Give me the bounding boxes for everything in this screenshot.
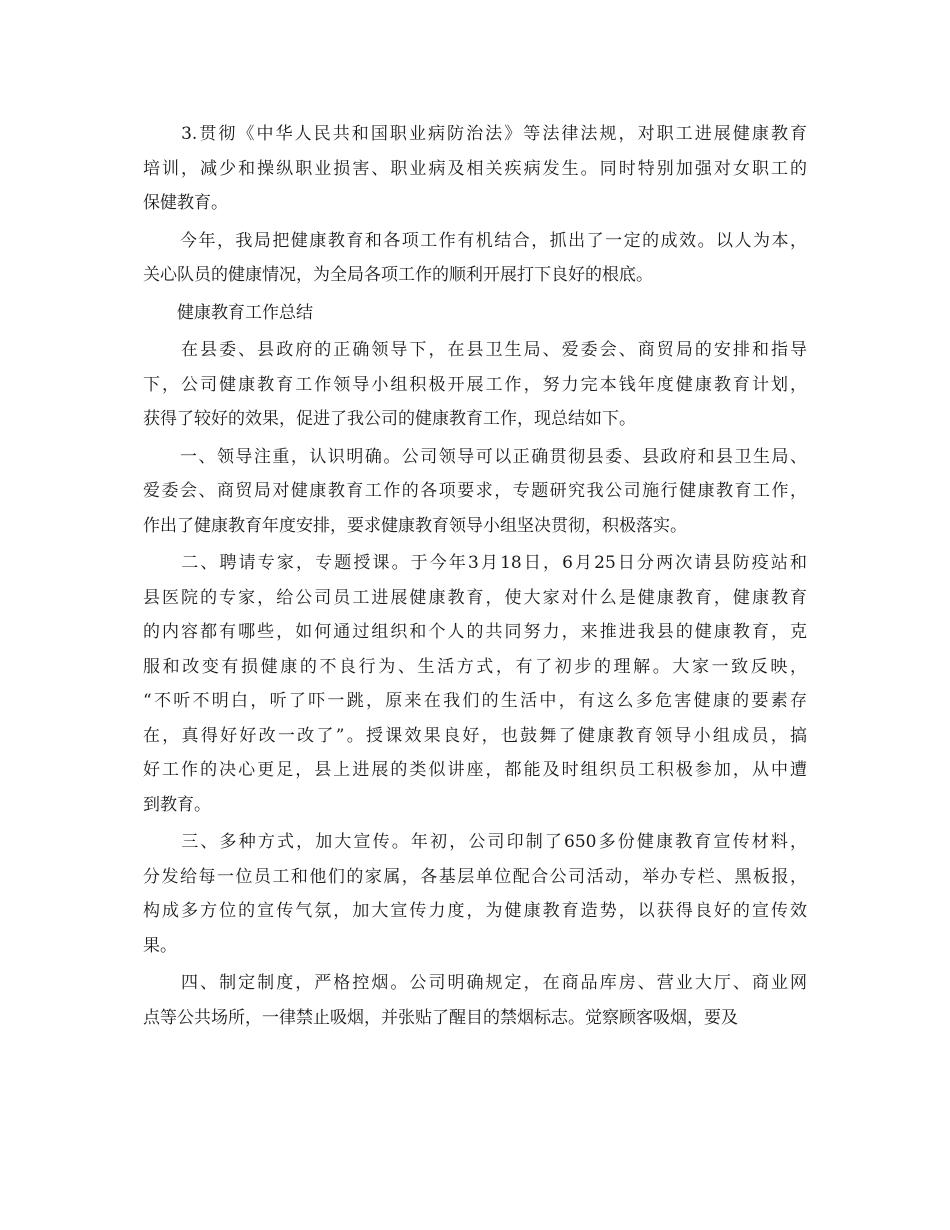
- text-line: “不听不明白，听了吓一跳，原来在我们的生活中，有这么多危害健康的要素存: [143, 691, 807, 711]
- text-line: 培训，减少和操纵职业损害、职业病及相关疾病发生。同时特别加强对女职工的: [143, 158, 807, 179]
- text-line: 下，公司健康教育工作领导小组积极开展工作，努力完本钱年度健康教育计划，: [143, 374, 807, 395]
- text-line: 保健教育。: [143, 193, 228, 213]
- document-body: [143, 117, 807, 1036]
- para-two: [143, 546, 807, 822]
- text-line: 一、领导注重，认识明确。公司领导可以正确贯彻县委、县政府和县卫生局、: [143, 446, 807, 467]
- text-line: 的内容都有哪些，如何通过组织和个人的共同努力，来推进我县的健康教育，克: [143, 622, 807, 642]
- text-line: 三、多种方式，加大宣传。年初，公司印制了650多份健康教育宣传材料，: [143, 832, 807, 852]
- text-line: 到教育。: [143, 794, 211, 815]
- text-line: 获得了较好的效果，促进了我公司的健康教育工作，现总结如下。: [143, 409, 636, 429]
- section-title: [143, 296, 807, 331]
- para-intro: [143, 333, 807, 437]
- text-line: 果。: [143, 935, 177, 956]
- text-line: 分发给每一位员工和他们的家属，各基层单位配合公司活动，举办专栏、黑板报，: [143, 866, 807, 887]
- text-line: 关心队员的健康情况，为全局各项工作的顺利开展打下良好的根底。: [143, 265, 653, 285]
- text-line: 构成多方位的宣传气氛，加大宣传力度，为健康教育造势，以获得良好的宣传效: [143, 901, 807, 921]
- text-line: 在，真得好好改一改了”。授课效果良好，也鼓舞了健康教育领导小组成员，搞: [143, 725, 807, 746]
- text-line: 作出了健康教育年度安排，要求健康教育领导小组坚决贯彻，积极落实。: [143, 515, 687, 536]
- text-line: 今年，我局把健康教育和各项工作有机结合，抓出了一定的成效。以人为本，: [143, 230, 807, 251]
- para-three: [143, 825, 807, 963]
- text-line: 爱委会、商贸局对健康教育工作的各项要求，专题研究我公司施行健康教育工作，: [143, 481, 807, 501]
- text-line: 3.贯彻《中华人民共和国职业病防治法》等法律法规，对职工进展健康教育: [143, 124, 807, 144]
- text-line: 县医院的专家，给公司员工进展健康教育，使大家对什么是健康教育，健康教育: [143, 587, 807, 608]
- text-line: 健康教育工作总结: [143, 302, 313, 323]
- text-line: 四、制定制度，严格控烟。公司明确规定，在商品库房、营业大厅、商业网: [143, 973, 807, 993]
- text-line: 二、聘请专家，专题授课。于今年3月18日，6月25日分两次请县防疫站和: [143, 553, 807, 573]
- para-item-3: [143, 117, 807, 221]
- text-line: 服和改变有损健康的不良行为、生活方式，有了初步的理解。大家一致反映，: [143, 656, 807, 677]
- para-four: [143, 966, 807, 1035]
- text-line: 在县委、县政府的正确领导下，在县卫生局、爱委会、商贸局的安排和指导: [143, 340, 807, 360]
- text-line: 点等公共场所，一律禁止吸烟，并张贴了醒目的禁烟标志。觉察顾客吸烟，要及: [143, 1007, 738, 1028]
- text-line: 好工作的决心更足，县上进展的类似讲座，都能及时组织员工积极参加，从中遭: [143, 760, 807, 780]
- para-one: [143, 440, 807, 544]
- para-this-year: [143, 224, 807, 293]
